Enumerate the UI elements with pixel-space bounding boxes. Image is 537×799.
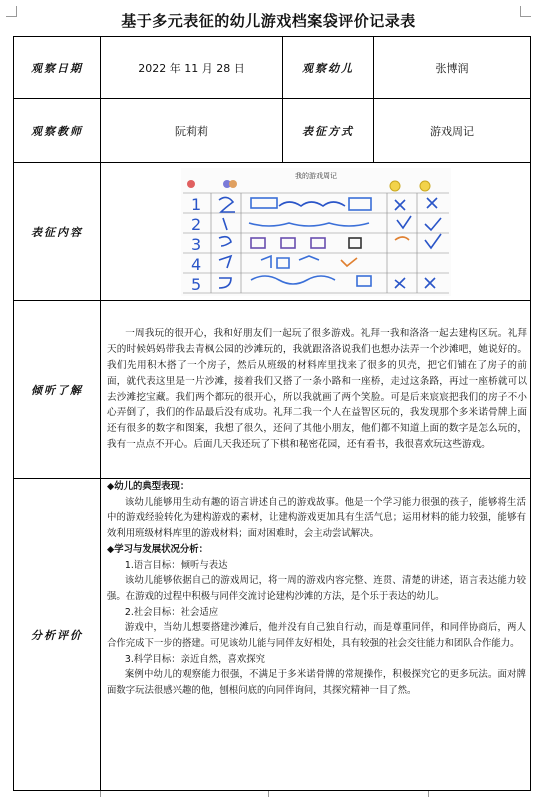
representation-content [101, 163, 531, 301]
goal-science-text: 案例中幼儿的观察能力很强，不满足于多米诺骨牌的常规操作，积极探究它的更多玩法。面对牌面数字玩法很感兴趣的他，刨根问底的向同伴询问，其探究精神一目了然。 [107, 669, 526, 697]
face-icon [187, 180, 195, 188]
row-teacher-mode [14, 99, 531, 163]
ruler-mark [268, 791, 269, 797]
teacher-value: 阮莉莉 [101, 99, 283, 163]
page-title: 基于多元表征的幼儿游戏档案袋评价记录表 [121, 12, 416, 30]
ruler-mark [428, 791, 429, 797]
goal-science-title: 3.科学目标：亲近自然，喜欢探究 [124, 653, 266, 665]
teacher-label: 观察教师 [14, 99, 101, 163]
ruler-mark [100, 791, 101, 797]
child-value: 张博润 [374, 37, 531, 99]
date-label: 观察日期 [14, 37, 101, 99]
analysis-label: 分析评价 [14, 479, 101, 791]
row-date-child [14, 37, 531, 99]
drawing-number: 2 [190, 214, 201, 234]
listening-text: 一周我玩的很开心，我和好朋友们一起玩了很多游戏。礼拜一我和洛洛一起去建构区玩。礼拜天的时候妈妈带我去青枫公园的沙滩玩的，我就跟洛洛说我们也想办法弄一个沙滩吧，她说好的。我们先用积木搭了一个房子，然后从班级的材料库里找来了很多的贝壳，把它们铺在了房子的前面，就代表这里是一片沙滩，接着我们又搭了一条小路和一座桥，走过这条路，再过一座桥就可以去沙滩挖宝藏。我们两个都玩的很开心，所以我就画了两个笑脸。可是后来宸宸把我们的房子不小心弄倒了，我们的作品最后没有成功。礼拜二我一个人在益智区玩的，我发现那个多米诺骨牌上面还有很多的数字和图案，我想了很久，还问了其他小朋友，他们都不知道上面的数字是怎么玩的，我有一点点不开心。后面几天我还玩了下棋和秘密花园，还有看书，我很喜欢玩这些游戏。 [107, 327, 527, 451]
analysis-heading-typical: ◆幼儿的典型表现： [107, 481, 190, 492]
child-drawing [181, 168, 451, 296]
representation-label: 表征内容 [14, 163, 101, 301]
drawing-number: 5 [190, 274, 201, 294]
drawing-number: 3 [190, 234, 201, 254]
smile-icon [390, 181, 400, 191]
goal-language-text: 该幼儿能够依据自己的游戏周记，将一周的游戏内容完整、连贯、清楚的讲述，语言表达能力较强。在游戏的过程中积极与同伴交流讨论建构沙滩的方法，是个乐于表达的幼儿。 [107, 575, 526, 602]
goal-social-title: 2.社会目标：社会适应 [124, 606, 219, 618]
date-value: 2022 年 11 月 28 日 [101, 37, 283, 99]
row-representation [14, 163, 531, 301]
drawing-number: 4 [190, 254, 201, 274]
analysis-heading-development: ◆学习与发展状况分析： [107, 543, 208, 555]
listening-label: 倾听了解 [14, 301, 101, 479]
smile-icon [420, 181, 430, 191]
row-listening [14, 301, 531, 479]
mode-value: 游戏周记 [374, 99, 531, 163]
drawing-heading: 我的游戏周记 [294, 171, 337, 180]
child-label: 观察幼儿 [283, 37, 374, 99]
analysis-typical-text: 该幼儿能够用生动有趣的语言讲述自己的游戏故事。他是一个学习能力很强的孩子，能够将生活中的游戏经验转化为建构游戏的素材，让建构游戏更加具有生活气息；运用材料的能力较强，能够有效利用班级材料库里的游戏材料；面对困难时，会主动尝试解决。 [107, 496, 526, 540]
goal-social-text: 游戏中，当幼儿想要搭建沙滩后，他并没有自己独自行动，而是尊重同伴，和同伴协商后，两人合作完成下一步的搭建。可见该幼儿能与同伴友好相处，具有较强的社会交往能力和团队合作能力。 [107, 622, 526, 650]
goal-language-title: 1.语言目标：倾听与表达 [124, 559, 228, 571]
row-analysis [14, 479, 531, 791]
face-icon [229, 180, 237, 188]
listening-content [101, 301, 531, 479]
mode-label: 表征方式 [283, 99, 374, 163]
record-table [13, 36, 531, 791]
drawing-number: 1 [190, 194, 201, 214]
analysis-content [101, 479, 531, 791]
